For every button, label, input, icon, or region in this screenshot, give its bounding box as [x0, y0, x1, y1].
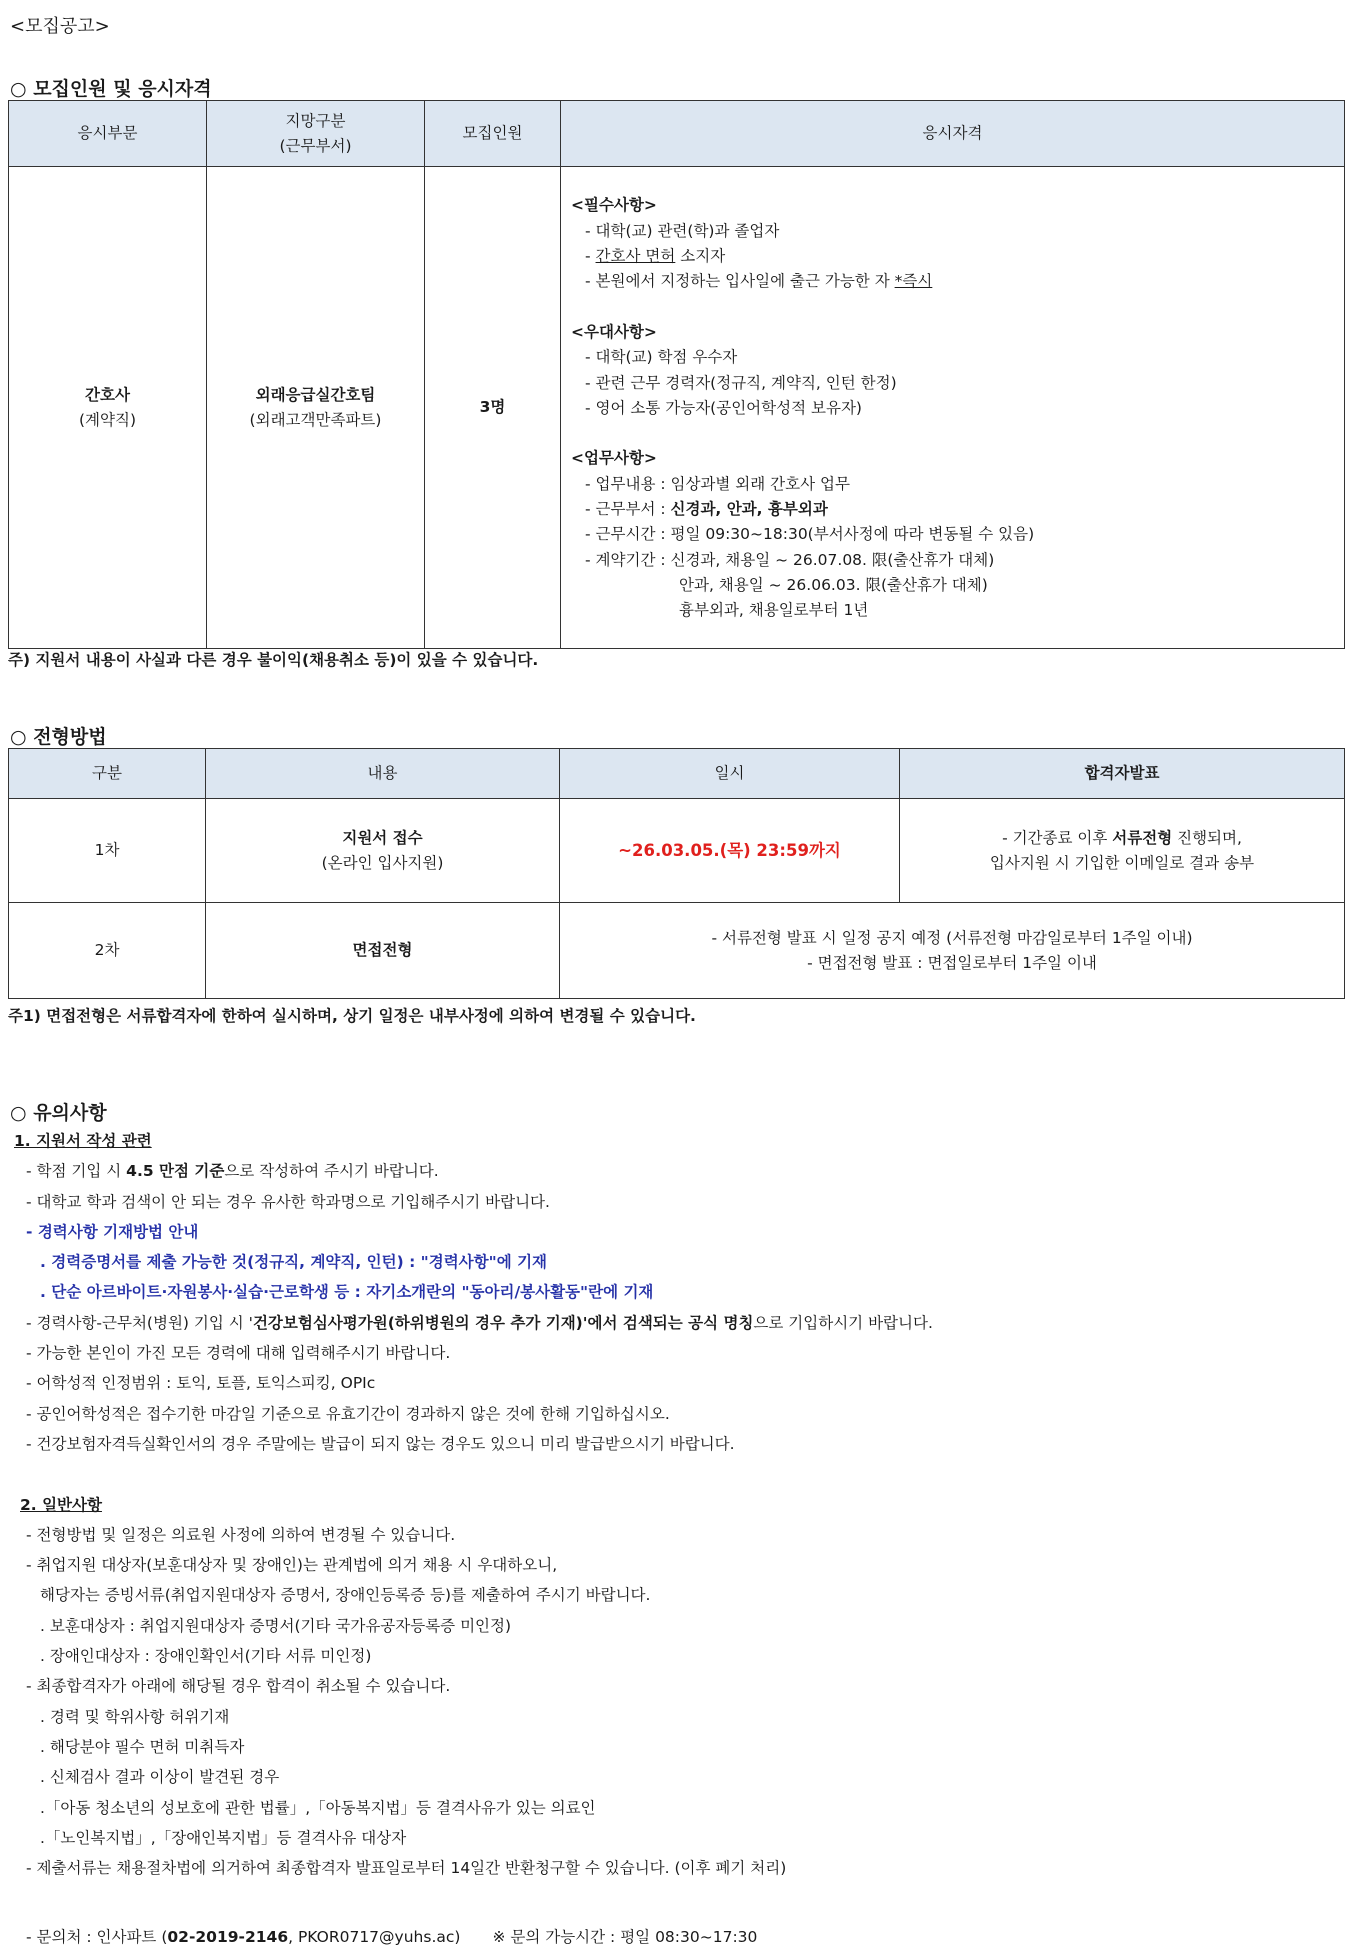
note-item: . 신체검사 결과 이상이 발견된 경우	[40, 1768, 280, 1787]
col-header-team-line2: (근무부서)	[279, 136, 352, 155]
stage-2-content: 면접전형	[206, 903, 560, 999]
note-item: .「노인복지법」,「장애인복지법」등 결격사유 대상자	[40, 1828, 407, 1847]
duty-item: 흉부외과, 채용일로부터 1년	[679, 601, 869, 620]
col-header-dept: 응시부문	[9, 101, 207, 167]
preferred-item: - 영어 소통 가능자(공인어학성적 보유자)	[585, 398, 862, 417]
notes-heading-general: 2. 일반사항	[20, 1495, 102, 1514]
col-header-team	[207, 101, 425, 167]
note-item: . 경력증명서를 제출 가능한 것(정규직, 계약직, 인턴) : "경력사항"에 기재	[40, 1253, 548, 1272]
section2-note: 주1) 면접전형은 서류합격자에 한하여 실시하며, 상기 일정은 내부사정에 의하여 변경될 수 있습니다.	[8, 1007, 696, 1025]
cell-team	[207, 167, 425, 649]
note-item: . 경력 및 학위사항 허위기재	[40, 1707, 230, 1726]
note-item: . 해당분야 필수 면허 미취득자	[40, 1737, 245, 1756]
team-part: (외래고객만족파트)	[249, 410, 382, 429]
note-item: - 최종합격자가 아래에 해당될 경우 합격이 취소될 수 있습니다.	[26, 1677, 451, 1696]
required-item: - 본원에서 지정하는 입사일에 출근 가능한 자 *즉시	[585, 272, 933, 291]
duty-item: - 업무내용 : 임상과별 외래 간호사 업무	[585, 474, 850, 493]
note-item: . 보훈대상자 : 취업지원대상자 증명서(기타 국가유공자등록증 미인정)	[40, 1616, 512, 1635]
col-header-content: 내용	[206, 749, 560, 799]
contact-footer: - 문의처 : 인사파트 (02-2019-2146, PKOR0717@yuhs.ac) ※ 문의 가능시간 : 평일 08:30~17:30	[26, 1928, 758, 1946]
col-header-stage: 구분	[9, 749, 206, 799]
duty-title: <업무사항>	[571, 449, 657, 468]
cell-qualification	[561, 167, 1345, 649]
cell-count: 3명	[425, 167, 561, 649]
note-item: - 어학성적 인정범위 : 토익, 토플, 토익스피킹, OPIc	[26, 1374, 376, 1393]
duty-item: - 근무부서 : 신경과, 안과, 흉부외과	[585, 500, 828, 519]
col-header-count: 모집인원	[425, 101, 561, 167]
note-item: . 단순 아르바이트·자원봉사·실습·근로학생 등 : 자기소개란의 "동아리/봉사활동"란에 기재	[40, 1283, 654, 1302]
application-deadline: ~26.03.05.(목) 23:59까지	[560, 799, 900, 903]
stage-1-content: 지원서 접수 (온라인 입사지원)	[206, 799, 560, 903]
note-item: - 취업지원 대상자(보훈대상자 및 장애인)는 관계법에 의거 채용 시 우대하오니,	[26, 1556, 558, 1575]
notes-heading-application: 1. 지원서 작성 관련	[14, 1132, 152, 1150]
notice-tag: <모집공고>	[10, 16, 110, 37]
section1-note: 주) 지원서 내용이 사실과 다른 경우 불이익(채용취소 등)이 있을 수 있습니다.	[8, 651, 539, 669]
col-header-result: 합격자발표	[900, 749, 1345, 799]
preferred-item: - 관련 근무 경력자(정규직, 계약직, 인턴 한정)	[585, 373, 897, 392]
preferred-title: <우대사항>	[571, 322, 657, 341]
cell-dept	[9, 167, 207, 649]
note-item: - 가능한 본인이 가진 모든 경력에 대해 입력해주시기 바랍니다.	[26, 1344, 451, 1363]
duty-item: 안과, 채용일 ~ 26.06.03. 限(출산휴가 대체)	[679, 575, 988, 594]
stage-2: 2차	[9, 903, 206, 999]
required-item: - 대학(교) 관련(학)과 졸업자	[585, 221, 780, 240]
contact-hours: ※ 문의 가능시간 : 평일 08:30~17:30	[492, 1928, 758, 1946]
note-item: - 경력사항-근무처(병원) 기입 시 '건강보험심사평가원(하위병원의 경우 추가 기재)'에서 검색되는 공식 명칭으로 기입하시기 바랍니다.	[26, 1313, 933, 1332]
notes-list	[14, 1126, 933, 1883]
stage-2-info: - 서류전형 발표 시 일정 공지 예정 (서류전형 마감일로부터 1주일 이내) - 면접전형 발표 : 면접일로부터 1주일 이내	[560, 903, 1345, 999]
preferred-item: - 대학(교) 학점 우수자	[585, 348, 738, 367]
contact-email: , PKOR0717@yuhs.ac)	[288, 1928, 461, 1946]
section-title-notes: ○ 유의사항	[10, 1102, 107, 1124]
stage-1-result: - 기간종료 이후 서류전형 진행되며, 입사지원 시 기입한 이메일로 결과 송부	[900, 799, 1345, 903]
section-title-recruitment: ○ 모집인원 및 응시자격	[10, 78, 212, 100]
col-header-qualification: 응시자격	[561, 101, 1345, 167]
dept-type: (계약직)	[78, 410, 136, 429]
note-item: - 제출서류는 채용절차법에 의거하여 최종합격자 발표일로부터 14일간 반환청구할 수 있습니다. (이후 폐기 처리)	[26, 1859, 787, 1878]
note-item: . 장애인대상자 : 장애인확인서(기타 서류 미인정)	[40, 1647, 372, 1666]
note-item: 해당자는 증빙서류(취업지원대상자 증명서, 장애인등록증 등)를 제출하여 주시기 바랍니다.	[40, 1586, 651, 1605]
note-item: - 건강보험자격득실확인서의 경우 주말에는 발급이 되지 않는 경우도 있으니 미리 발급받으시기 바랍니다.	[26, 1434, 735, 1453]
duty-item: - 근무시간 : 평일 09:30~18:30(부서사정에 따라 변동될 수 있음)	[585, 525, 1035, 544]
note-item: - 전형방법 및 일정은 의료원 사정에 의하여 변경될 수 있습니다.	[26, 1525, 456, 1544]
required-title: <필수사항>	[571, 196, 657, 215]
note-item: - 대학교 학과 검색이 안 되는 경우 유사한 학과명으로 기입해주시기 바랍니다.	[26, 1192, 550, 1211]
note-item: - 경력사항 기재방법 안내	[26, 1222, 199, 1241]
team-name: 외래응급실간호팀	[255, 385, 376, 404]
dept-name: 간호사	[85, 385, 130, 404]
stage-1: 1차	[9, 799, 206, 903]
duty-item: - 계약기간 : 신경과, 채용일 ~ 26.07.08. 限(출산휴가 대체)	[585, 550, 995, 569]
required-item: - 간호사 면허 소지자	[585, 247, 726, 266]
note-item: - 공인어학성적은 접수기한 마감일 기준으로 유효기간이 경과하지 않은 것에 한해 기입하십시오.	[26, 1404, 670, 1423]
contact-phone: 02-2019-2146	[167, 1928, 289, 1946]
note-item: - 학점 기입 시 4.5 만점 기준으로 작성하여 주시기 바랍니다.	[26, 1162, 439, 1181]
col-header-date: 일시	[560, 749, 900, 799]
selection-table	[8, 748, 1345, 999]
note-item: .「아동 청소년의 성보호에 관한 법률」,「아동복지법」등 결격사유가 있는 의료인	[40, 1798, 596, 1817]
recruitment-table	[8, 100, 1345, 649]
col-header-team-line1: 지망구분	[285, 111, 346, 130]
section-title-selection: ○ 전형방법	[10, 726, 107, 748]
